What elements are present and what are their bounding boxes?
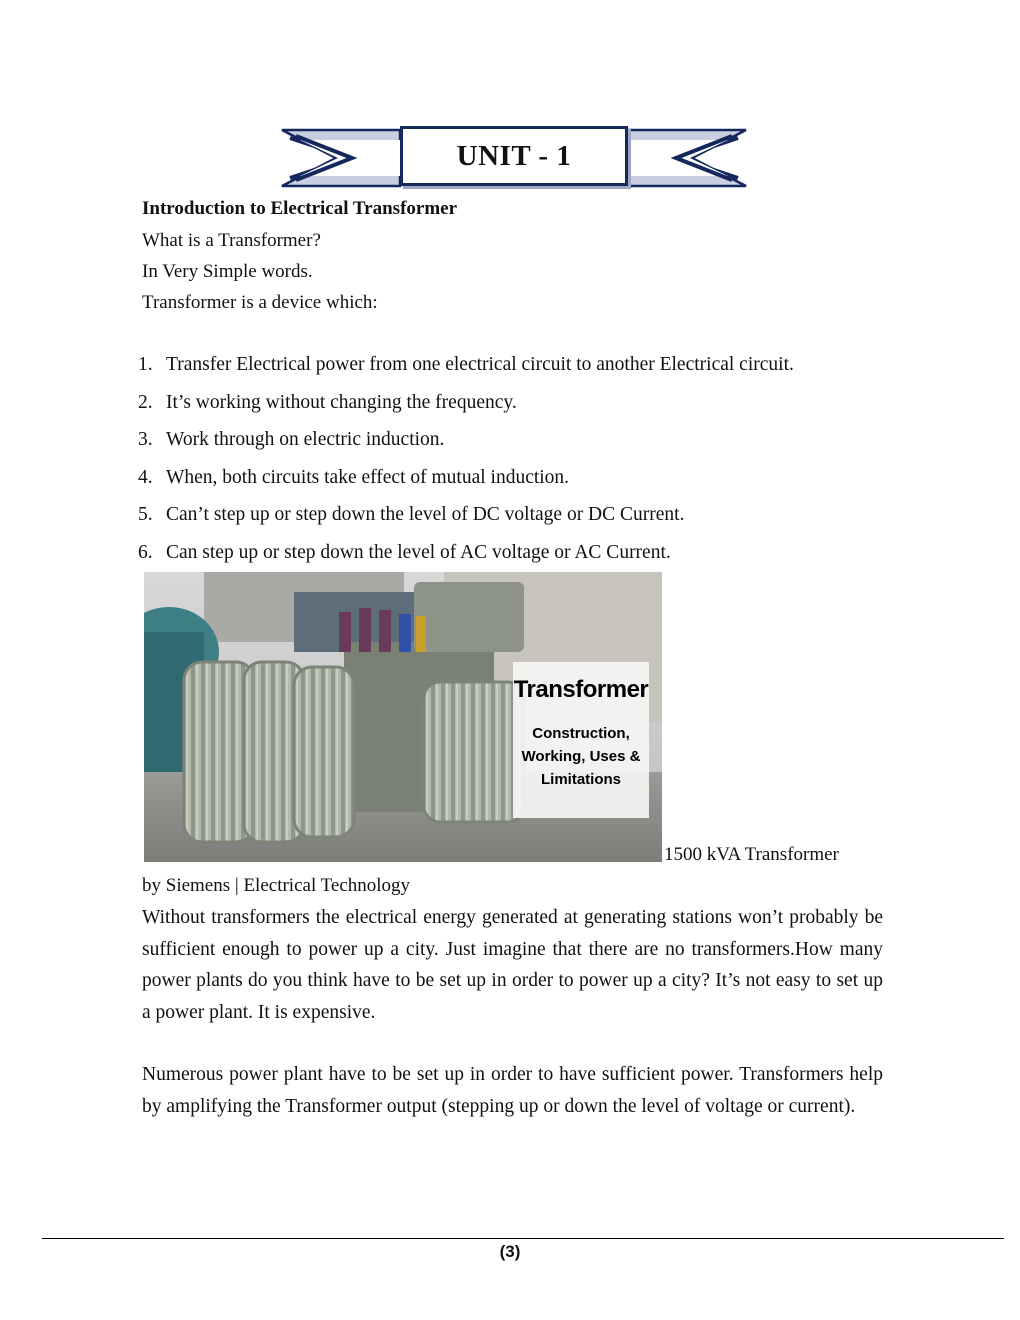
overlay-title: Transformer [513, 676, 649, 703]
list-item: 3. Work through on electric induction. [138, 429, 445, 451]
overlay-subtitle: Construction, Working, Uses & Limitations [521, 725, 641, 788]
intro-line-3: Transformer is a device which: [142, 292, 378, 313]
paragraph-1: Without transformers the electrical energy generated at generating stations won’t probably be sufficient enough to power up a city. Just imagine that there are no transformers.How many power plants do you think have to be set up in order to power up a city? It’s not easy to set up a power plant. It is expensive. [142, 907, 883, 1023]
list-item: 1. Transfer Electrical power from one electrical circuit to another Electrical circuit. [138, 354, 794, 375]
page-number: (3) [499, 1242, 521, 1261]
intro-line-2: In Very Simple words. [142, 261, 313, 282]
unit-banner [276, 116, 752, 198]
paragraph-2: Numerous power plant have to be set up in order to have sufficient power. Transformers help by amplifying the Transformer output (stepping up or down the level of voltage or current). [142, 1064, 883, 1117]
footer-divider [42, 1238, 1004, 1239]
unit-title-box [400, 126, 628, 186]
image-overlay-label [513, 662, 649, 818]
feature-list [138, 353, 794, 579]
image-caption-line-2: by Siemens | Electrical Technology [142, 875, 411, 896]
list-item: 2. It’s working without changing the frequency. [138, 391, 517, 413]
unit-title: UNIT - 1 [456, 139, 572, 172]
transformer-photo [144, 572, 662, 862]
intro-line-1: What is a Transformer? [142, 230, 321, 251]
list-item: 5. Can’t step up or step down the level of DC voltage or DC Current. [138, 504, 685, 526]
image-caption-line-1: 1500 kVA Transformer [664, 844, 839, 865]
list-item: 6. Can step up or step down the level of AC voltage or AC Current. [138, 541, 671, 563]
list-item: 4. When, both circuits take effect of mutual induction. [138, 466, 570, 488]
section-heading: Introduction to Electrical Transformer [142, 198, 458, 219]
